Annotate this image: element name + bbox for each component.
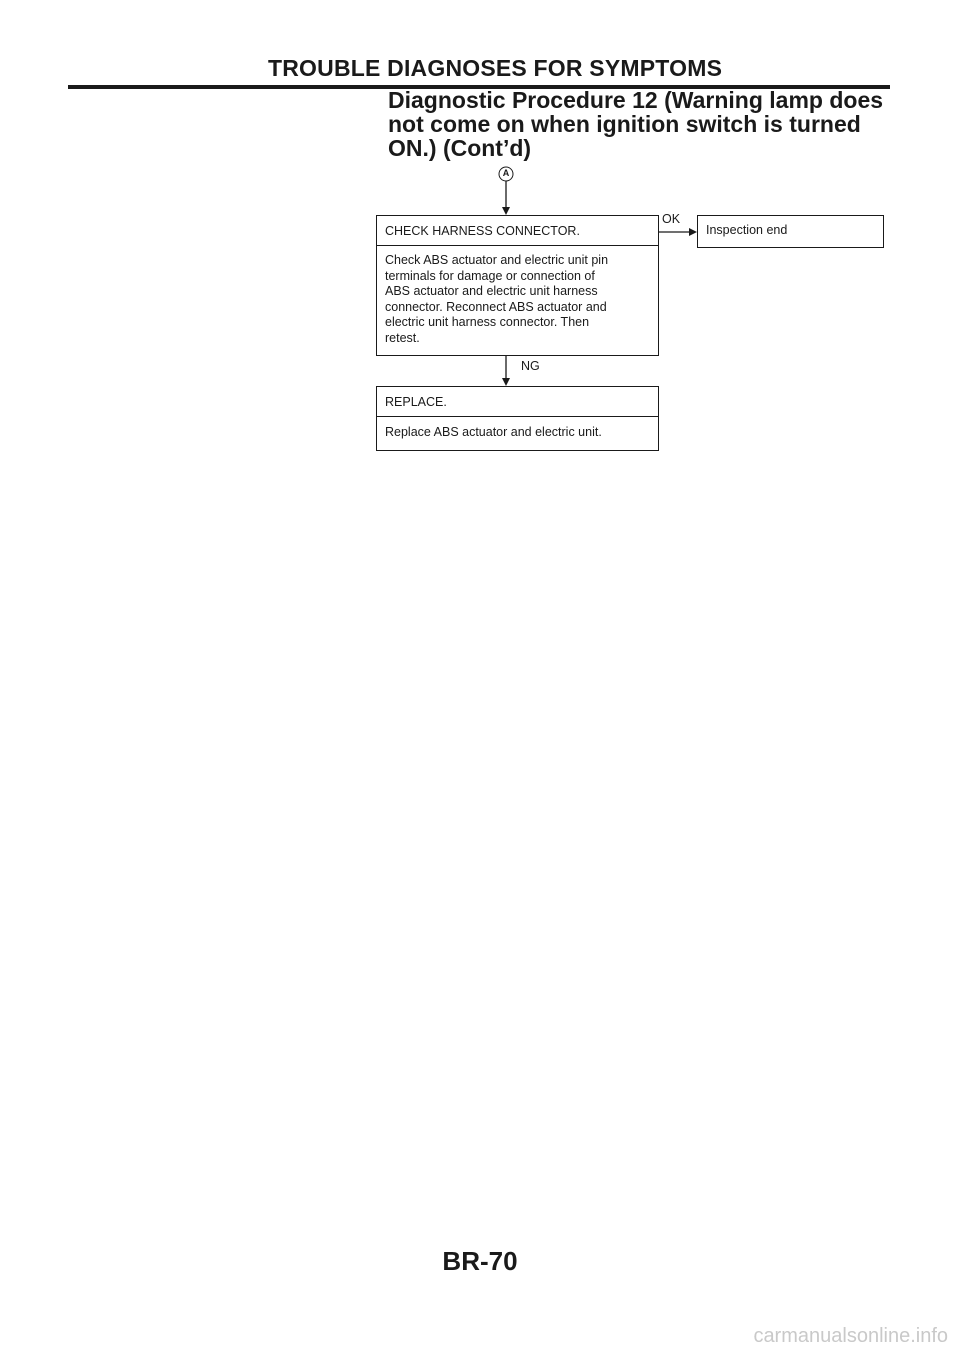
procedure-title-line: not come on when ignition switch is turned <box>388 111 861 137</box>
replace-box <box>376 386 659 451</box>
check-box-line: Check ABS actuator and electric unit pin <box>385 253 609 267</box>
connector-badge: A <box>502 168 510 178</box>
replace-box-body: Replace ABS actuator and electric unit. <box>385 425 602 439</box>
check-box-line: connector. Reconnect ABS actuator and <box>385 299 607 314</box>
procedure-title-line: Diagnostic Procedure 12 (Warning lamp does <box>388 87 884 113</box>
watermark: carmanualsonline.info <box>753 1325 948 1347</box>
check-harness-box <box>376 215 659 356</box>
replace-box-heading: REPLACE. <box>377 387 658 417</box>
ok-label: OK <box>662 212 681 226</box>
arrowhead-down-icon <box>502 378 510 386</box>
check-box-line: terminals for damage or connection of <box>385 268 595 283</box>
arrowhead-right-icon <box>689 228 697 236</box>
check-box-line: ABS actuator and electric unit harness <box>385 284 598 298</box>
inspection-end-box: Inspection end <box>697 215 884 248</box>
arrowhead-down-icon <box>502 207 510 215</box>
ng-label: NG <box>521 359 540 373</box>
check-box-line: retest. <box>385 330 420 345</box>
procedure-title-line: ON.) (Cont’d) <box>388 135 532 161</box>
check-box-heading: CHECK HARNESS CONNECTOR. <box>377 216 658 246</box>
page-number: BR-70 <box>442 1246 518 1276</box>
check-box-line: electric unit harness connector. Then <box>385 315 590 329</box>
section-title: TROUBLE DIAGNOSES FOR SYMPTOMS <box>268 55 723 81</box>
check-box-body <box>377 246 658 346</box>
